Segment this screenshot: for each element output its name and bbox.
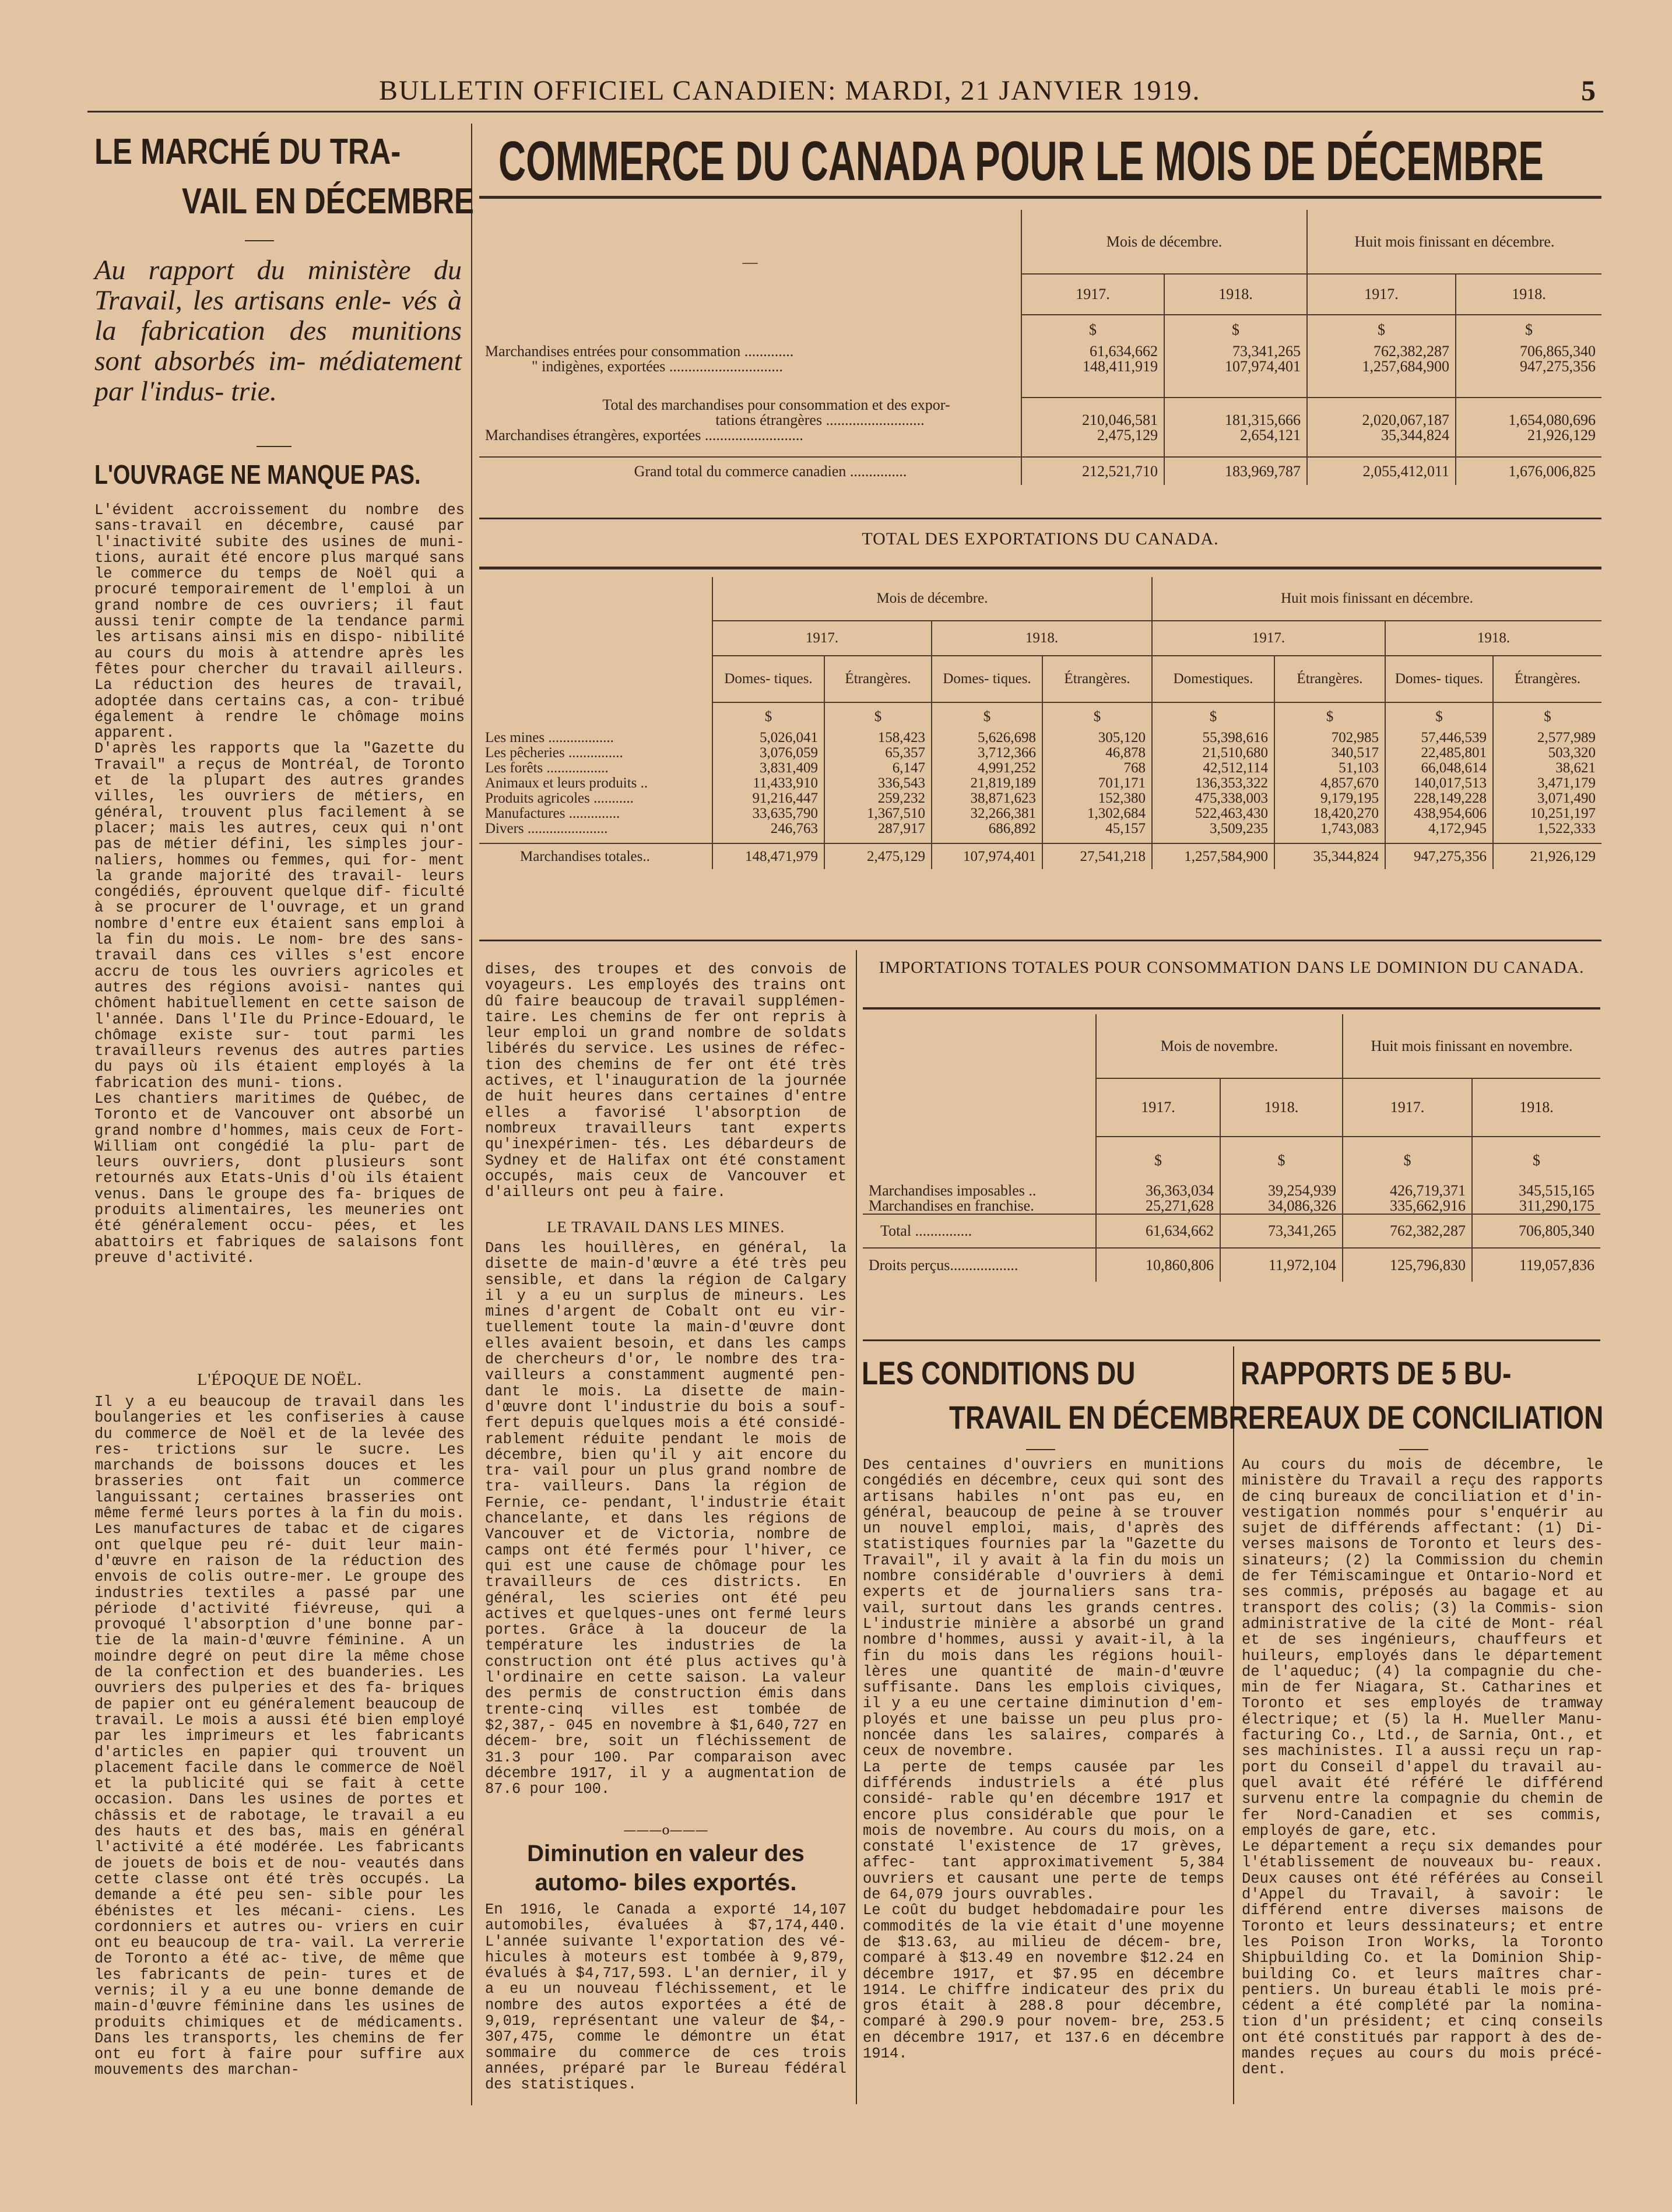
table-cell: 5,626,698 [932,730,1042,745]
table-row [479,791,1601,806]
table-row [863,1214,1600,1248]
table-cell: 340,517 [1274,745,1385,761]
row-label: Les mines [485,730,545,745]
table-cell: 148,411,919 [1021,359,1164,374]
left-headline-line2: VAIL EN DÉCEMBRE [182,181,474,221]
table-cell: 686,892 [932,821,1042,836]
imports-col-1917a: 1917. [1096,1078,1220,1137]
commerce-group-month: Mois de décembre. [1021,210,1307,274]
table-cell: 39,254,939 [1220,1183,1343,1198]
table-cell: 125,796,830 [1343,1248,1472,1282]
table-cell: 4,991,252 [932,761,1042,776]
column-rule-left [471,124,472,2105]
table-cell: 107,974,401 [932,843,1042,869]
leader-dots: ............. [744,343,794,360]
table-cell: 107,974,401 [1164,359,1307,374]
table-cell: 3,071,490 [1493,791,1601,806]
table-cell: 34,086,326 [1220,1198,1343,1214]
table-cell: 706,805,340 [1472,1214,1600,1248]
table-cell: 38,871,623 [932,791,1042,806]
conditions-title-line1: LES CONDITIONS DU [862,1355,1136,1391]
leader-dots: .............. [568,806,620,821]
leader-dots: ........... [593,790,634,806]
table-cell: 4,857,670 [1274,776,1385,791]
leader-dots: .......................... [704,427,803,444]
table-cell: 3,509,235 [1152,821,1274,836]
rapports-title-line1: RAPPORTS DE 5 BU- [1241,1355,1512,1391]
imports-col-1918a: 1918. [1220,1078,1343,1137]
imports-col-1918b: 1918. [1472,1078,1600,1137]
left-headline-dash [245,240,274,241]
table-cell: 66,048,614 [1385,761,1493,776]
table-cell: 1,743,083 [1274,821,1385,836]
header-rule [87,111,1603,112]
table-cell: 3,712,366 [932,745,1042,761]
column-rule-mid [856,950,857,2104]
table-cell: 158,423 [824,730,932,745]
exports-col-1918b: 1918. [1385,621,1601,656]
table-cell: 1,676,006,825 [1456,457,1601,485]
table-row [863,1183,1600,1198]
row-label: Marchandises en franchise [869,1197,1031,1214]
imports-bottom-rule [863,1339,1600,1341]
row-label: " indigènes, exportées [532,358,666,375]
table-cell: 702,985 [1274,730,1385,745]
table-cell: 152,380 [1042,791,1152,806]
exports-group-month: Mois de décembre. [712,577,1152,621]
page-number: 5 [1581,74,1596,107]
row-label: Produits agricoles [485,790,590,806]
table-cell: 475,338,003 [1152,791,1274,806]
table-row [863,1198,1600,1214]
left-deck-dash [257,446,291,447]
row-label: Total [880,1222,912,1239]
table-cell: 228,149,228 [1385,791,1493,806]
table-cell: 305,120 [1042,730,1152,745]
rapports-body: Au cours du mois de décembre, le ministère du Travail a reçu des rapports de cinq bureaux de conciliation et d'in- vestigation nommés pour s'enquérir au sujet de différends affectant: (1) Di- verses maisons de Toronto et leurs des- sinateurs; (2) la Commission du chemin de fer Témiscamingue et Ontario-Nord et ses commis, préposés au bagage et au transport des colis; (3) la Commis- sion administrative de la cité de Mont- réal et de ses ingénieurs, chauffeurs et huileurs, employés dans le département de l'aqueduc; (4) la compagnie du che- min de fer Niagara, St. Catharines et Toronto et ses employés de tramway électrique; et (5) la H. Mueller Manu- facturing Co., Ltd., de Sarnia, Ont., et ses machinistes. Il a aussi reçu un rap- port du Conseil d'appel du travail au- quel avait été référé le différend survenu entre la compagnie du chemin de fer Nord-Canadien et ses commis, employés de gare, etc. Le département a reçu six demandes pour l'établissement de nouveaux bu- reaux. Deux causes ont été référées au Conseil d'Appel du Travail, à savoir: le différend entre diverses maisons de Toronto et leurs dessinateurs; et entre les Poison Iron Works, la Toronto Shipbuilding Co. et la Dominion Ship- building Co. et leurs maîtres char- pentiers. Un bureau établi le mois pré- cédent a été complété par la nomina- tion d'un président; et cinq conseils ont été constitués par rapport à des de- mandes reçues au cours du mois précé- dent. [1242,1457,1603,2079]
table-row [479,806,1601,821]
dollar-sign: $ [1220,1137,1343,1183]
leader-dots: .. [640,775,648,791]
exports-bottom-rule [479,940,1601,941]
imports-group-eight: Huit mois finissant en novembre. [1343,1014,1600,1078]
commerce-bottom-rule [479,518,1601,519]
table-cell: 183,969,787 [1164,457,1307,485]
table-cell: 701,171 [1042,776,1152,791]
imports-table [863,1014,1600,1282]
table-cell: 181,315,666 [1164,413,1307,428]
table-cell: 426,719,371 [1343,1183,1472,1198]
row-label: Total des marchandises pour consommation et des expor- [602,396,950,413]
table-cell: 18,420,270 [1274,806,1385,821]
row-label: Marchandises étrangères, exportées [485,427,701,444]
dollar-sign: $ [712,702,824,730]
exports-group-eight: Huit mois finissant en décembre. [1152,577,1601,621]
table-cell: 35,344,824 [1307,428,1456,443]
table-row [863,1248,1600,1282]
table-cell: 762,382,287 [1307,344,1456,359]
dollar-sign: $ [1021,315,1164,344]
exports-col-etr: Étrangères. [1042,656,1152,702]
table-cell: 345,515,165 [1472,1183,1600,1198]
table-cell: 2,020,067,187 [1307,413,1456,428]
left-body-2: Il y a eu beaucoup de travail dans les boulangeries et les confiseries à cause du commerce de Noël et de la levée des res- trictions sur le sucre. Les marchands de boissons douces et les brasseries ont fait un commerce languissant; certaines brasseries ont même fermé leurs portes à la fin du mois. Les manufactures de tabac et de cigares ont quelque peu ré- duit leur main-d'œuvre en raison de la réduction des envois de colis outre-mer. Le groupe des industries textiles a passé par une période d'activité fiévreuse, qui a provoqué l'absorption d'une bonne par- tie de la main-d'œuvre féminine. A un moindre degré on peut dire la même chose de la confection et des buanderies. Les ouvriers des pulperies et des fa- briques de papier ont eu généralement beaucoup de travail. Le mois a aussi été bien employé par les imprimeurs et les fabricants d'articles en papier qui trouvent un placement facile dans le commerce de Noël et la publicité qui se fait à cette occasion. Dans les usines de portes et châssis et de rabotage, le travail a eu des hauts et des bas, mais en général l'activité a été modérée. Les fabricants de jouets de bois et de nou- veautés dans cette classe ont été très occupés. La demande a été peu sen- sible pour les ébénistes et les mécani- ciens. Les cordonniers et autres ou- vriers en cuir ont eu beaucoup de tra- vail. La verrerie de Toronto a été ac- tive, de même que les fabricants de pein- tures et de vernis; il y a eu une bonne demande de main-d'œuvre féminine dans les usines de produits chimiques et de médicaments. Dans les transports, les chemins de fer ont eu fort à faire pour suffire aux mouvements des marchan- [94,1394,465,2079]
table-cell: 21,510,680 [1152,745,1274,761]
table-cell: 119,057,836 [1472,1248,1600,1282]
table-cell: 336,543 [824,776,932,791]
table-row [479,344,1601,359]
left-deck: Au rapport du ministère du Travail, les artisans enle- vés à la fabrication des munitions sont absorbés im- médiatement par l'indus- trie. [94,255,462,407]
table-cell: 3,831,409 [712,761,824,776]
exports-title: TOTAL DES EXPORTATIONS DU CANADA. [862,529,1219,548]
exports-col-dom: Domes- tiques. [712,656,824,702]
row-label: Marchandises imposables [869,1182,1025,1199]
table-cell: 947,275,356 [1385,843,1493,869]
table-cell: 9,179,195 [1274,791,1385,806]
commerce-col-1917b: 1917. [1307,274,1456,315]
table-cell: 1,257,584,900 [1152,843,1274,869]
table-cell: 11,972,104 [1220,1248,1343,1282]
table-cell: 3,076,059 [712,745,824,761]
table-cell: 2,475,129 [824,843,932,869]
table-cell: 1,257,684,900 [1307,359,1456,374]
table-row [479,428,1601,443]
table-cell: 2,654,121 [1164,428,1307,443]
imports-col-1917b: 1917. [1343,1078,1472,1137]
table-cell: 2,055,412,011 [1307,457,1456,485]
table-cell: 10,860,806 [1096,1248,1220,1282]
table-cell: 10,251,197 [1493,806,1601,821]
table-cell: 55,398,616 [1152,730,1274,745]
leader-dots: .................. [950,1256,1018,1274]
dollar-sign: $ [824,702,932,730]
row-label: tations étrangères [715,412,823,428]
row-label: Divers [485,821,524,836]
table-cell: 136,353,322 [1152,776,1274,791]
table-cell: 706,865,340 [1456,344,1601,359]
table-cell: 2,577,989 [1493,730,1601,745]
leader-dots: ............... [915,1222,972,1239]
table-cell: 210,046,581 [1021,413,1164,428]
row-label: Les forêts [485,760,543,776]
dollar-sign: $ [1096,1137,1220,1183]
middle-body-1: dises, des troupes et des convois de voyageurs. Les employés des trains ont dû faire beaucoup de travail supplémen- taire. Les chemins de fer ont repris à leur emploi un grand nombre de soldats libérés du service. Les usines de réfec- tion des chemins de fer ont été très actives, et l'inauguration de la journée de huit heures dans certaines d'entre elles a favorisé l'absorption de nombreux travailleurs tant experts qu'inexpérimen- tés. Les débardeurs de Sydney et de Halifax ont été constament occupés, mais ceux de Vancouver et d'ailleurs ont peu à faire. [485,961,846,1201]
left-headline-line1: LE MARCHÉ DU TRA- [94,132,401,172]
table-cell: 21,926,129 [1456,428,1601,443]
exports-col-etr: Étrangères. [824,656,932,702]
row-label: Marchandises totales [520,848,643,864]
commerce-group-eight: Huit mois finissant en décembre. [1307,210,1601,274]
exports-col-dom: Domestiques. [1152,656,1274,702]
row-label: Grand total du commerce canadien [634,462,846,480]
table-cell: 27,541,218 [1042,843,1152,869]
table-cell: 5,026,041 [712,730,824,745]
leader-dots: .. [1028,1182,1037,1199]
conditions-dash [1026,1449,1055,1450]
left-subhead-2: L'ÉPOQUE DE NOËL. [197,1371,362,1389]
exports-title-rule [479,567,1601,569]
table-row [479,776,1601,791]
rapports-title-line2: REAUX DE CONCILIATION [1266,1399,1604,1436]
table-cell: 45,157 [1042,821,1152,836]
leader-dots: ...................... [527,821,608,836]
left-body-1: L'évident accroissement du nombre des sans-travail en décembre, causé par l'inactivité subite des usines de muni- tions, aurait été encore plus marqué sans le commerce du temps de Noël qui a procuré temporairement de l'emploi à un grand nombre de ces ouvriers; il faut aussi tenir compte de la tendance parmi les artisans ainsi mis en dispo- nibilité au cours du mois à attendre après les fêtes pour chercher du travail ailleurs. La réduction des heures de travail, adoptée dans certains cas, a con- tribué également à rendre le chômage moins apparent. D'après les rapports que la "Gazette du Travail" a reçus de Montréal, de Toronto et de la plupart des autres grandes villes, les ouvriers de métiers, en général, trouvent plus facilement à se placer; mais les autres, ceux qui n'ont pas de métier défini, les simples jour- naliers, hommes ou femmes, qui for- ment la grande majorité des travail- leurs congédiés, éprouvent quelque dif- ficulté à se procurer de l'ouvrage, et un grand nombre d'entre eux étaient sans emploi à la fin du mois. Le nom- bre des sans-travail dans ces villes s'est encore accru de tous les ouvriers agricoles et autres des régions avoisi- nantes qui chôment habituellement en cette saison de l'année. Dans l'Ile du Prince-Edouard, le chômage existe sur- tout parmi les travailleurs revenus des autres parties du pays où ils étaient employés à la fabrication des muni- tions. Les chantiers maritimes de Québec, de Toronto et de Vancouver ont absorbé un grand nombre d'hommes, mais ceux de Fort-William ont congédié la plu- part de leurs ouvriers, dont plusieurs sont retournés aux Etats-Unis d'où ils étaient venus. Dans le groupe des fa- briques de produits alimentaires, les meuneries ont été généralement occu- pées, et les abattoirs et fabriques de salaisons font preuve d'activité. [94,502,465,1267]
dollar-sign: $ [1456,315,1601,344]
commerce-title-rule [479,196,1601,199]
table-cell: 438,954,606 [1385,806,1493,821]
row-label: Les pêcheries [485,745,565,761]
leader-dots: ................. [546,760,609,776]
table-cell: 246,763 [712,821,824,836]
table-cell: 1,654,080,696 [1456,413,1601,428]
table-cell: 22,485,801 [1385,745,1493,761]
table-cell: 503,320 [1493,745,1601,761]
exports-col-1917a: 1917. [712,621,932,656]
commerce-table [479,210,1601,485]
table-cell: 6,147 [824,761,932,776]
table-cell: 1,522,333 [1493,821,1601,836]
table-cell: 1,302,684 [1042,806,1152,821]
table-cell: 51,103 [1274,761,1385,776]
table-cell: 91,216,447 [712,791,824,806]
middle-body-2: Dans les houillères, en général, la disette de main-d'œuvre a été très peu sensible, et dans la région de Calgary il y a eu un surplus de mineurs. Les mines d'argent de Cobalt ont eu vir- tuellement toute la main-d'œuvre dont elles avaient besoin, et dans les camps de chercheurs d'or, le nombre des tra- vailleurs a constamment augmenté pen- dant le mois. La disette de main- d'œuvre dont l'industrie du bois a souf- fert depuis quelques mois a été considé- rablement réduite pendant le mois de décembre, bien qu'il y ait encore du tra- vail pour un plus grand nombre de tra- vailleurs. Dans la région de Fernie, ce- pendant, l'industrie était chancelante, et dans les régions de Vancouver et de Victoria, nombre de camps ont été fermés pour l'hiver, ce qui est une cause de chômage pour les travailleurs de ces districts. En général, les scieries ont été peu actives et quelques-unes ont fermé leurs portes. Grâce à la douceur de la température les industries de la construction ont été plus actives qu'à l'ordinaire en cette saison. La valeur des permis de construction émis dans trente-cinq villes est tombée de $2,387,- 045 en novembre à $1,640,727 en décem- bre, soit un fléchissement de 31.3 pour 100. Par comparaison avec décembre 1917, il y a augmentation de 87.6 pour 100. [485,1240,846,1798]
rapports-dash [1399,1449,1428,1450]
table-row [479,843,1601,869]
imports-group-month: Mois de novembre. [1096,1014,1343,1078]
table-cell: 3,471,179 [1493,776,1601,791]
table-cell: 38,621 [1493,761,1601,776]
imports-title-rule [863,1007,1600,1010]
table-cell: 259,232 [824,791,932,806]
table-cell: 1,367,510 [824,806,932,821]
leader-dots: .............................. [669,358,783,375]
dollar-sign: $ [1042,702,1152,730]
table-cell: 65,357 [824,745,932,761]
table-cell: 522,463,430 [1152,806,1274,821]
conditions-body: Des centaines d'ouvriers en munitions congédiés en décembre, ceux qui sont des artisans habiles n'ont pas eu, en général, beaucoup de peine à se trouver un nouvel emploi, mais, d'après des statistiques fournies par la "Gazette du Travail", il y avait à la fin du mois un nombre considérable d'ouvriers à demi experts et de journaliers sans tra- vail, surtout dans les grands centres. L'industrie minière a absorbé un grand nombre d'hommes, aussi y avait-il, à la fin du mois dans les régions houil- lères une quantité de main-d'œuvre suffisante. Dans les emplois civiques, il y a eu une certaine diminution d'em- ployés et une baisse un peu plus pro- noncée dans les salaires, comparés à ceux de novembre. La perte de temps causée par les différends industriels a été plus considé- rable qu'en décembre 1917 et encore plus considérable que pour le mois de novembre. Au cours du mois, on a constaté l'existence de 17 grèves, affec- tant approximativement 5,384 ouvriers et causant une perte de temps de 64,079 jours ouvrables. Le coût du budget hebdomadaire pour les commodités de la vie était d'une moyenne de $13.63, au milieu de décem- bre, comparé à $13.49 en novembre $12.24 en décembre 1917, et $7.95 en décembre 1914. Le chiffre indicateur des prix du gros était à 288.8 pour décembre, comparé à 290.9 pour novem- bre, 253.5 en décembre 1917, et 137.6 en décembre 1914. [863,1457,1224,2062]
table-cell: 762,382,287 [1343,1214,1472,1248]
imports-title: IMPORTATIONS TOTALES POUR CONSOMMATION DANS LE DOMINION DU CANADA. [879,958,1585,977]
dollar-sign: $ [1385,702,1493,730]
table-row [479,413,1601,428]
commerce-title: COMMERCE DU CANADA POUR LE MOIS DE DÉCEMBRE [498,130,1544,192]
table-cell: 768 [1042,761,1152,776]
exports-table [479,577,1601,869]
row-label: Marchandises entrées pour consommation [485,343,741,360]
table-cell: 46,878 [1042,745,1152,761]
table-cell: 21,819,189 [932,776,1042,791]
row-label: Manufactures [485,806,565,821]
auto-title: Diminution en valeur des automo- biles exportés. [527,1841,805,1896]
commerce-col-1918a: 1918. [1164,274,1307,315]
leader-dots: ............... [849,462,907,480]
dollar-sign: $ [1152,702,1274,730]
conditions-title-line2: TRAVAIL EN DÉCEMBRE [949,1399,1266,1436]
table-cell: 73,341,265 [1164,344,1307,359]
exports-col-1917b: 1917. [1152,621,1385,656]
table-cell: 212,521,710 [1021,457,1164,485]
table-cell: 140,017,513 [1385,776,1493,791]
commerce-col-1918b: 1918. [1456,274,1601,315]
table-cell: 947,275,356 [1456,359,1601,374]
dollar-sign: $ [1274,702,1385,730]
leader-dots: ............... [568,745,623,761]
table-cell: 33,635,790 [712,806,824,821]
table-cell: 25,271,628 [1096,1198,1220,1214]
middle-divider: ———o——— [623,1823,708,1838]
row-label: Animaux et leurs produits [485,775,637,791]
running-header: BULLETIN OFFICIEL CANADIEN: MARDI, 21 JANVIER 1919. [379,75,1201,106]
dollar-sign: $ [1493,702,1601,730]
middle-subhead: LE TRAVAIL DANS LES MINES. [546,1218,785,1236]
dollar-sign: $ [1472,1137,1600,1183]
leader-dots: . [1030,1197,1034,1214]
dollar-sign: $ [1164,315,1307,344]
column-rule-right [1233,1346,1234,2104]
table-row [479,398,1601,413]
table-cell: 311,290,175 [1472,1198,1600,1214]
row-label: Droits perçus [869,1256,950,1274]
table-cell: 61,634,662 [1021,344,1164,359]
table-cell: 11,433,910 [712,776,824,791]
exports-col-1918a: 1918. [932,621,1152,656]
table-cell: 148,471,979 [712,843,824,869]
table-cell: 335,662,916 [1343,1198,1472,1214]
table-row [479,821,1601,836]
exports-col-etr: Étrangères. [1493,656,1601,702]
leader-dots: .. [642,848,650,864]
table-cell: 32,266,381 [932,806,1042,821]
table-cell: 21,926,129 [1493,843,1601,869]
dollar-sign: $ [1307,315,1456,344]
leader-dots: .................. [548,730,614,745]
table-cell: 73,341,265 [1220,1214,1343,1248]
left-subhead: L'OUVRAGE NE MANQUE PAS. [94,459,421,490]
dollar-sign: $ [1343,1137,1472,1183]
table-cell: 36,363,034 [1096,1183,1220,1198]
exports-col-dom: Domes- tiques. [1385,656,1493,702]
table-cell: 35,344,824 [1274,843,1385,869]
table-row [479,761,1601,776]
exports-col-etr: Étrangères. [1274,656,1385,702]
commerce-stub-dash: — [742,254,758,270]
table-cell: 57,446,539 [1385,730,1493,745]
commerce-col-1917a: 1917. [1021,274,1164,315]
auto-body: En 1916, le Canada a exporté 14,107 automobiles, évaluées à $7,174,440. L'année suivante l'exportation des vé- hicules à moteurs est tombée à 9,879, évalués à $4,717,593. L'an dernier, il y a eu un nouveau fléchissement, et le nombre des autos exportées a été de 9,019, représentant une valeur de $4,- 307,475, comme le démontre un état sommaire du commerce de ces trois années, préparé par le Bureau fédéral des statistiques. [485,1901,846,2094]
table-cell: 2,475,129 [1021,428,1164,443]
table-row [479,359,1601,374]
table-cell: 61,634,662 [1096,1214,1220,1248]
table-row [479,730,1601,745]
exports-col-dom: Domes- tiques. [932,656,1042,702]
leader-dots: .......................... [826,412,925,428]
table-cell: 4,172,945 [1385,821,1493,836]
table-cell: 287,917 [824,821,932,836]
table-row [479,457,1601,485]
table-row [479,745,1601,761]
dollar-sign: $ [932,702,1042,730]
table-cell: 42,512,114 [1152,761,1274,776]
